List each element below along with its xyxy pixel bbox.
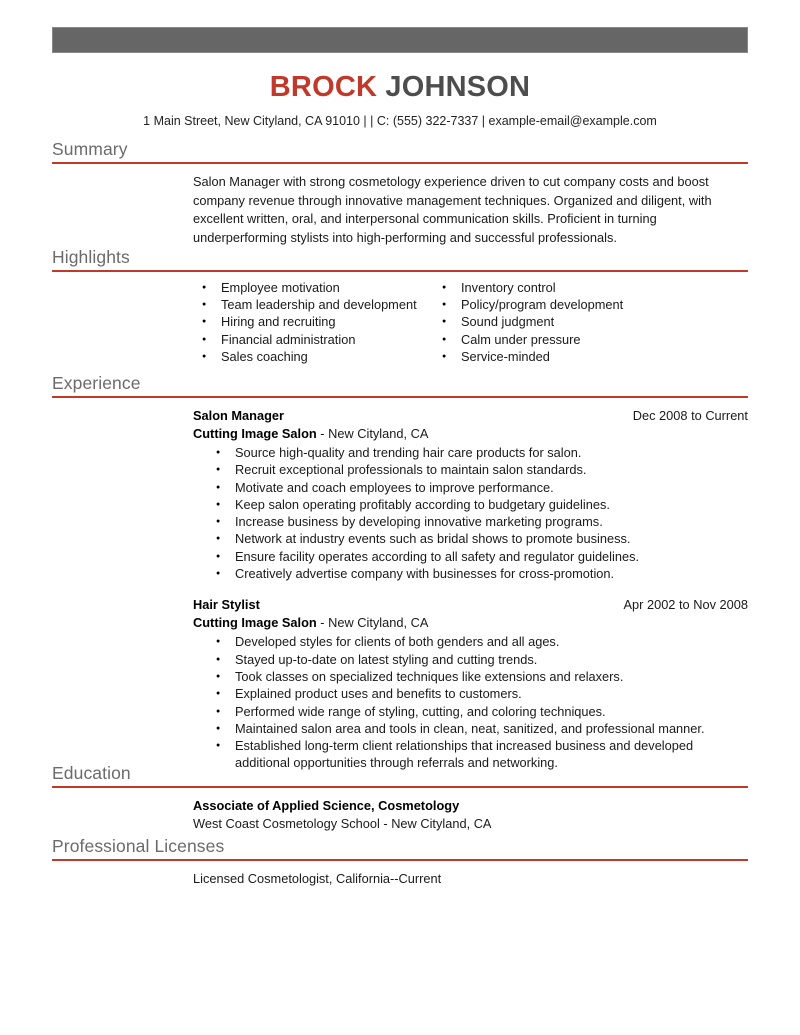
job-company-line (193, 425, 748, 443)
education-body (52, 788, 748, 833)
job-responsibilities (193, 444, 748, 582)
experience-entry (193, 407, 748, 582)
job-title: Salon Manager (193, 408, 285, 423)
list-item: ● Motivate and coach employees to improve performance. (193, 479, 748, 496)
education-school: West Coast Cosmetology School - New Cityland, CA (193, 816, 492, 831)
list-item: ● Stayed up-to-date on latest styling and cutting trends. (193, 651, 748, 668)
section-licenses (52, 836, 748, 888)
section-title-highlights: Highlights (52, 247, 130, 267)
section-title-education: Education (52, 763, 131, 783)
list-item: ● Ensure facility operates according to all safety and regulator guidelines. (193, 548, 748, 565)
job-company-name: Cutting Image Salon (193, 615, 317, 631)
list-item: ● Increase business by developing innovative marketing programs. (193, 513, 748, 530)
list-item: ● Performed wide range of styling, cutting, and coloring techniques. (193, 703, 748, 720)
licenses-body (52, 861, 748, 888)
list-item: ● Maintained salon area and tools in clean, neat, sanitized, and professional manner. (193, 720, 748, 737)
summary-text: Salon Manager with strong cosmetology experience driven to cut company costs and boost company revenue through innovative management techniques. Organized and diligent, with excellent written, oral, and interpersonal communication skills. Proficient in turning underperforming stylists into high-performing and successful professionals. (193, 174, 712, 245)
list-item: ● Team leadership and development (193, 296, 433, 313)
job-location: - New Cityland, CA (316, 615, 429, 631)
list-item: ● Sales coaching (193, 348, 433, 365)
highlights-column-right (433, 279, 693, 365)
list-item: ● Calm under pressure (433, 331, 693, 348)
job-header (193, 596, 748, 614)
list-item: ● Developed styles for clients of both genders and all ages. (193, 633, 748, 650)
list-item: ● Explained product uses and benefits to customers. (193, 685, 748, 702)
spacer (193, 582, 748, 596)
candidate-name (52, 70, 748, 104)
license-entry: Licensed Cosmetologist, California--Current (193, 871, 442, 886)
summary-body (52, 164, 748, 247)
section-summary (52, 139, 748, 247)
list-item: ● Inventory control (433, 279, 693, 296)
job-title: Hair Stylist (193, 597, 260, 613)
list-item: ● Creatively advertise company with businesses for cross-promotion. (193, 565, 748, 582)
education-degree: Associate of Applied Science, Cosmetology (193, 798, 460, 813)
highlights-list-left (193, 279, 433, 365)
section-title-experience: Experience (52, 373, 141, 393)
list-item: ● Policy/program development (433, 296, 693, 313)
job-company-line (193, 614, 748, 632)
list-item: ● Service-minded (433, 348, 693, 365)
list-item: ● Employee motivation (193, 279, 433, 296)
job-location: - New Cityland, CA (316, 426, 429, 441)
list-item: ● Keep salon operating profitably according to budgetary guidelines. (193, 496, 748, 513)
list-item: ● Network at industry events such as bridal shows to promote business. (193, 530, 748, 547)
job-company-name: Cutting Image Salon (193, 426, 317, 441)
section-experience (52, 373, 748, 772)
list-item: ● Financial administration (193, 331, 433, 348)
list-item: ● Hiring and recruiting (193, 313, 433, 330)
section-highlights (52, 247, 748, 365)
section-title-licenses: Professional Licenses (52, 836, 225, 856)
list-item: ● Took classes on specialized techniques like extensions and relaxers. (193, 668, 748, 685)
section-education (52, 763, 748, 833)
list-item: ● Recruit exceptional professionals to maintain salon standards. (193, 461, 748, 478)
job-dates: Apr 2002 to Nov 2008 (623, 597, 748, 613)
job-header (193, 407, 748, 425)
job-dates: Dec 2008 to Current (632, 408, 748, 423)
highlights-column-left (193, 279, 433, 365)
section-title-summary: Summary (52, 139, 128, 159)
experience-body (52, 398, 748, 772)
list-item: ● Sound judgment (433, 313, 693, 330)
highlights-columns (52, 272, 748, 365)
list-item: ● Established long-term client relationships that increased business and developed additional opportunities through referrals and networking. (193, 737, 748, 772)
highlights-list-right (433, 279, 693, 365)
list-item: ● Source high-quality and trending hair care products for salon. (193, 444, 748, 461)
header-accent-bar (52, 27, 748, 53)
experience-entry (193, 596, 748, 771)
candidate-last-name: JOHNSON (385, 71, 531, 103)
job-responsibilities (193, 633, 748, 771)
candidate-first-name: BROCK (269, 71, 378, 103)
contact-info: 1 Main Street, New Cityland, CA 91010 | | C: (555) 322-7337 | example-email@example.com (143, 114, 657, 128)
